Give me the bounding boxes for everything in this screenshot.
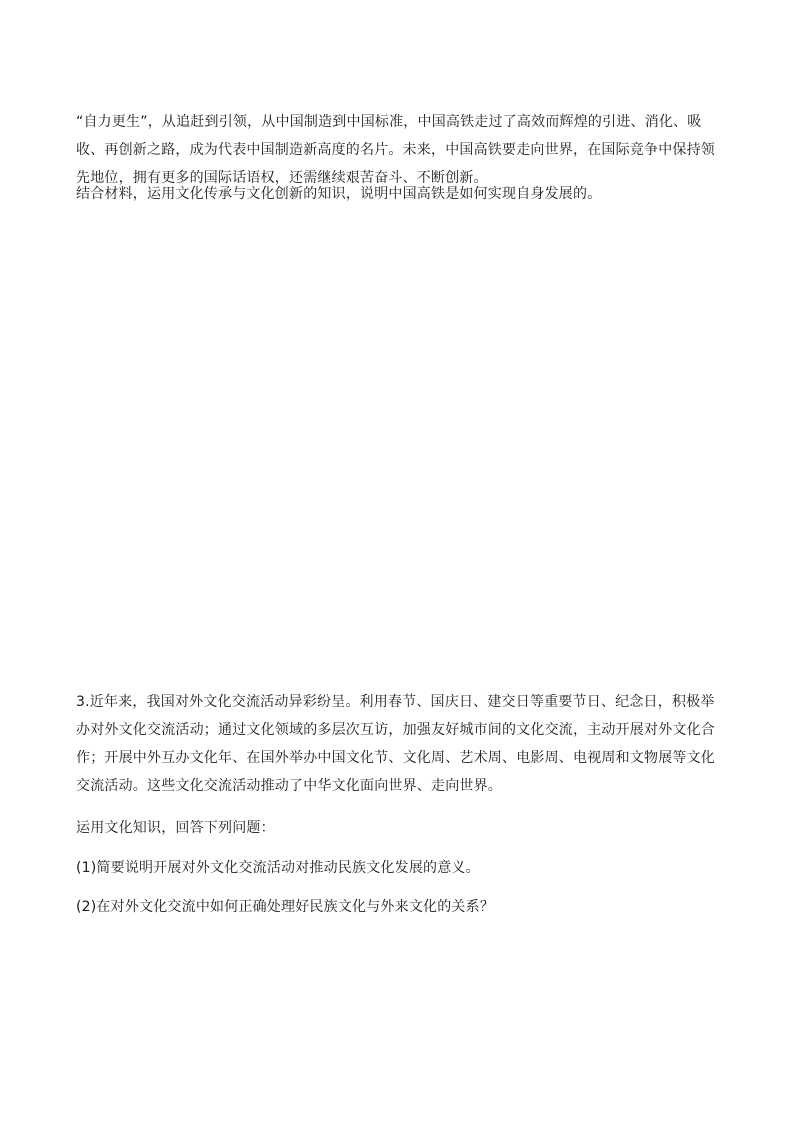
- question-3-instruction-text: 运用文化知识，回答下列问题：: [76, 820, 275, 836]
- question-2-prompt: [76, 180, 724, 208]
- sub-question-1-text: (1)简要说明开展对外文化交流活动对推动民族文化发展的意义。: [76, 860, 480, 876]
- sub-question-1: [76, 854, 724, 882]
- question-3-instruction: [76, 814, 724, 842]
- sub-question-2: [76, 893, 724, 921]
- question-2-text: 结合材料，运用文化传承与文化创新的知识，说明中国高铁是如何实现自身发展的。: [76, 186, 602, 202]
- sub-question-2-text: (2)在对外文化交流中如何正确处理好民族文化与外来文化的关系？: [76, 899, 495, 915]
- material-paragraph-text: “自力更生”，从追赶到引领，从中国制造到中国标准，中国高铁走过了高效而辉煌的引进、消化、吸收、再创新之路，成为代表中国制造新高度的名片。未来，中国高铁要走向世界，在国际竞争中保持领先地位，拥有更多的国际话语权，还需继续艰苦奋斗、不断创新。: [76, 114, 715, 186]
- question-3-material: [76, 688, 724, 800]
- question-3-material-text: 3.近年来，我国对外文化交流活动异彩纷呈。利用春节、国庆日、建交日等重要节日、纪念日，积极举办对外文化交流活动；通过文化领域的多层次互访，加强友好城市间的文化交流，主动开展对外文化合作；开展中外互办文化年、在国外举办中国文化节、文化周、艺术周、电影周、电视周和文物展等文化交流活动。这些文化交流活动推动了中华文化面向世界、走向世界。: [76, 694, 715, 794]
